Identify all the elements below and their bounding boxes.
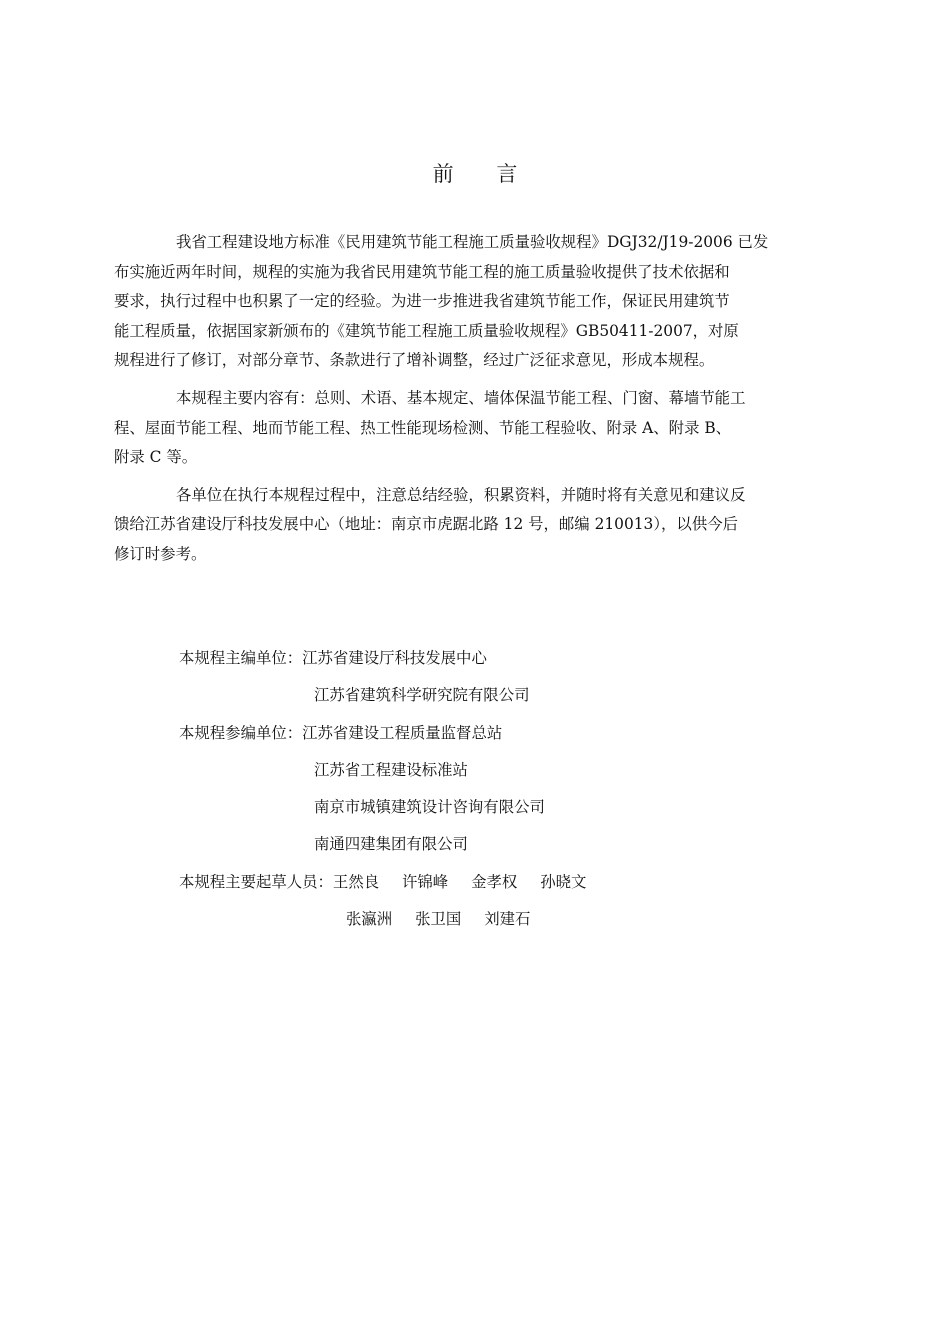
chief-units-label: 本规程主编单位： <box>179 649 303 667</box>
drafters-names <box>145 901 548 938</box>
chief-units-row <box>145 640 807 677</box>
chief-unit: 江苏省建设厅科技发展中心 <box>302 649 487 667</box>
drafter-name: 王然良 <box>332 872 380 891</box>
preface-body <box>114 228 807 578</box>
participating-units-row <box>145 789 807 826</box>
drafters-row <box>145 864 807 901</box>
paragraph-line: 馈给江苏省建设厅科技发展中心（地址：南京市虎踞北路 12 号，邮编 210013），以供今后 <box>114 515 738 534</box>
paragraph-line: 程、屋面节能工程、地而节能工程、热工性能现场检测、节能工程验收、附录 A、附录 B、 <box>114 418 732 437</box>
paragraph-line: 各单位在执行本规程过程中，注意总结经验，积累资料，并随时将有关意见和建议反 <box>176 485 746 504</box>
drafter-name: 刘建石 <box>484 910 531 929</box>
paragraph-line: 本规程主要内容有：总则、术语、基本规定、墙体保温节能工程、门窗、幕墙节能工 <box>176 388 746 407</box>
participating-unit: 南京市城镇建筑设计咨询有限公司 <box>314 798 545 817</box>
chief-unit: 江苏省建筑科学研究院有限公司 <box>314 686 530 705</box>
page-title: 前 言 <box>432 162 536 186</box>
paragraph-feedback <box>114 481 807 570</box>
paragraph-line: 能工程质量，依据国家新颁布的《建筑节能工程施工质量验收规程》GB50411-2007，对原 <box>114 321 739 340</box>
paragraph-line: 布实施近两年时间，规程的实施为我省民用建筑节能工程的施工质量验收提供了技术依据和 <box>114 262 730 281</box>
participating-units-row <box>145 752 807 789</box>
participating-units-row <box>145 826 807 863</box>
participating-unit: 南通四建集团有限公司 <box>314 835 468 854</box>
drafter-name: 张瀛洲 <box>346 910 393 929</box>
participating-unit: 江苏省工程建设标准站 <box>314 760 468 779</box>
paragraph-line: 附录 C 等。 <box>114 448 198 467</box>
paragraph-main-contents <box>114 384 807 473</box>
paragraph-line: 我省工程建设地方标准《民用建筑节能工程施工质量验收规程》DGJ32/J19-2006 已发 <box>176 233 769 251</box>
paragraph-line: 要求，执行过程中也积累了一定的经验。为进一步推进我省建筑节能工作，保证民用建筑节 <box>114 292 730 311</box>
drafters-names <box>333 864 604 901</box>
paragraph-revision-background <box>114 228 807 376</box>
credits-section <box>145 640 807 938</box>
participating-units-label: 本规程参编单位： <box>179 723 303 742</box>
drafter-name: 许锦峰 <box>402 872 449 891</box>
drafters-label: 本规程主要起草人员： <box>179 872 333 891</box>
drafter-name: 孙晓文 <box>540 872 587 891</box>
paragraph-line: 规程进行了修订，对部分章节、条款进行了增补调整，经过广泛征求意见，形成本规程。 <box>114 351 715 370</box>
drafter-name: 张卫国 <box>415 910 462 929</box>
participating-unit: 江苏省建设工程质量监督总站 <box>302 723 503 742</box>
drafters-row <box>145 901 807 938</box>
participating-units-row <box>145 715 807 752</box>
paragraph-line: 修订时参考。 <box>114 544 207 563</box>
drafter-name: 金孝权 <box>471 872 518 891</box>
chief-units-row <box>145 677 807 714</box>
